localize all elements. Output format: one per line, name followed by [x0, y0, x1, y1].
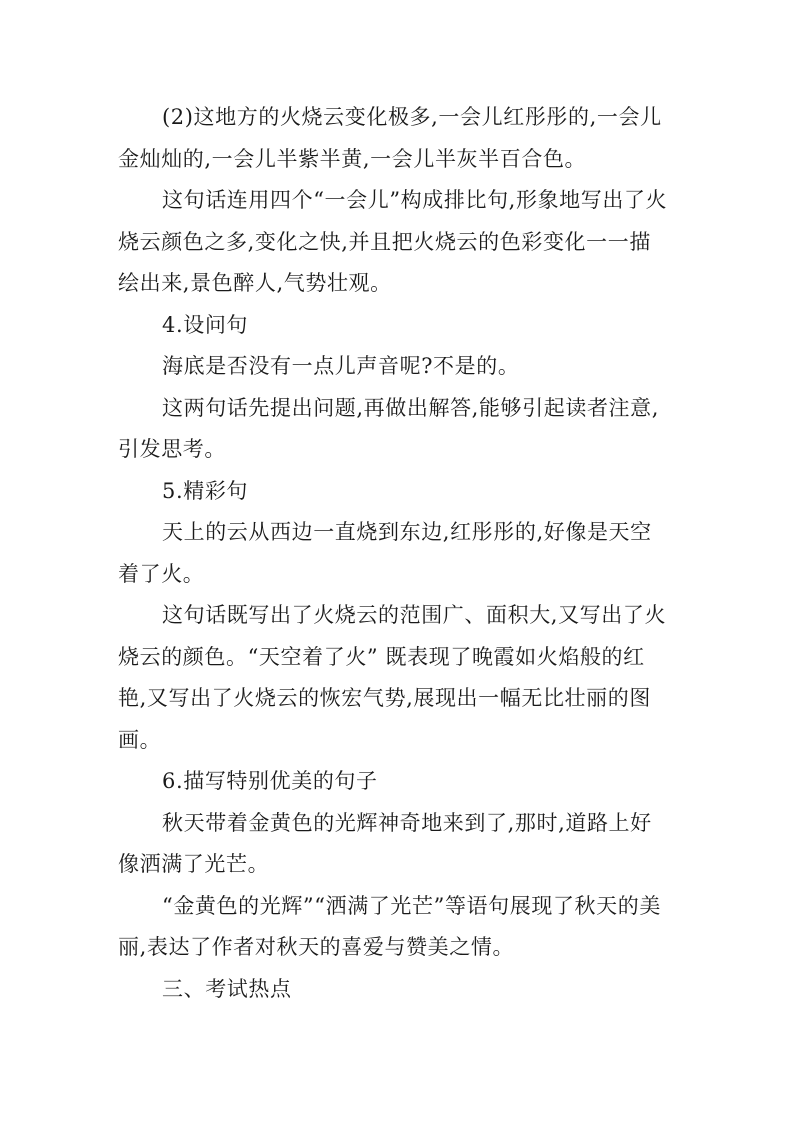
analysis-paragraph: 这两句话先提出问题,再做出解答,能够引起读者注意,引发思考。: [118, 395, 660, 461]
analysis-paragraph: 这句话既写出了火烧云的范围广、面积大,又写出了火烧云的颜色。“天空着了火” 既表现了晚霞如火焰般的红艳,又写出了火烧云的恢宏气势,展现出一幅无比壮丽的图画。: [118, 603, 667, 752]
section-heading-beautiful-sentence: 6.描写特别优美的句子: [162, 769, 378, 793]
example-sentence-paragraph: 海底是否没有一点儿声音呢?不是的。: [162, 354, 520, 378]
example-sentence-paragraph: 天上的云从西边一直烧到东边,红彤彤的,好像是天空着了火。: [118, 520, 652, 586]
analysis-paragraph: “金黄色的光辉”“洒满了光芒”等语句展现了秋天的美丽,表达了作者对秋天的喜爱与赞美之情。: [118, 893, 661, 959]
document-body: [118, 97, 670, 1010]
section-heading-rhetorical-question: 4.设问句: [162, 312, 249, 337]
section-heading-exam-hotspots: 三、考试热点: [162, 976, 292, 1001]
example-sentence-paragraph: 秋天带着金黄色的光辉神奇地来到了,那时,道路上好像洒满了光芒。: [118, 810, 652, 876]
analysis-paragraph: 这句话连用四个“一会儿”构成排比句,形象地写出了火烧云颜色之多,变化之快,并且把火烧云的色彩变化一一描绘出来,景色醉人,气势壮观。: [118, 188, 668, 295]
section-heading-highlight-sentence: 5.精彩句: [162, 478, 249, 503]
example-sentence-paragraph: (2)这地方的火烧云变化极多,一会儿红彤彤的,一会儿金灿灿的,一会儿半紫半黄,一会儿半灰半百合色。: [118, 105, 662, 171]
